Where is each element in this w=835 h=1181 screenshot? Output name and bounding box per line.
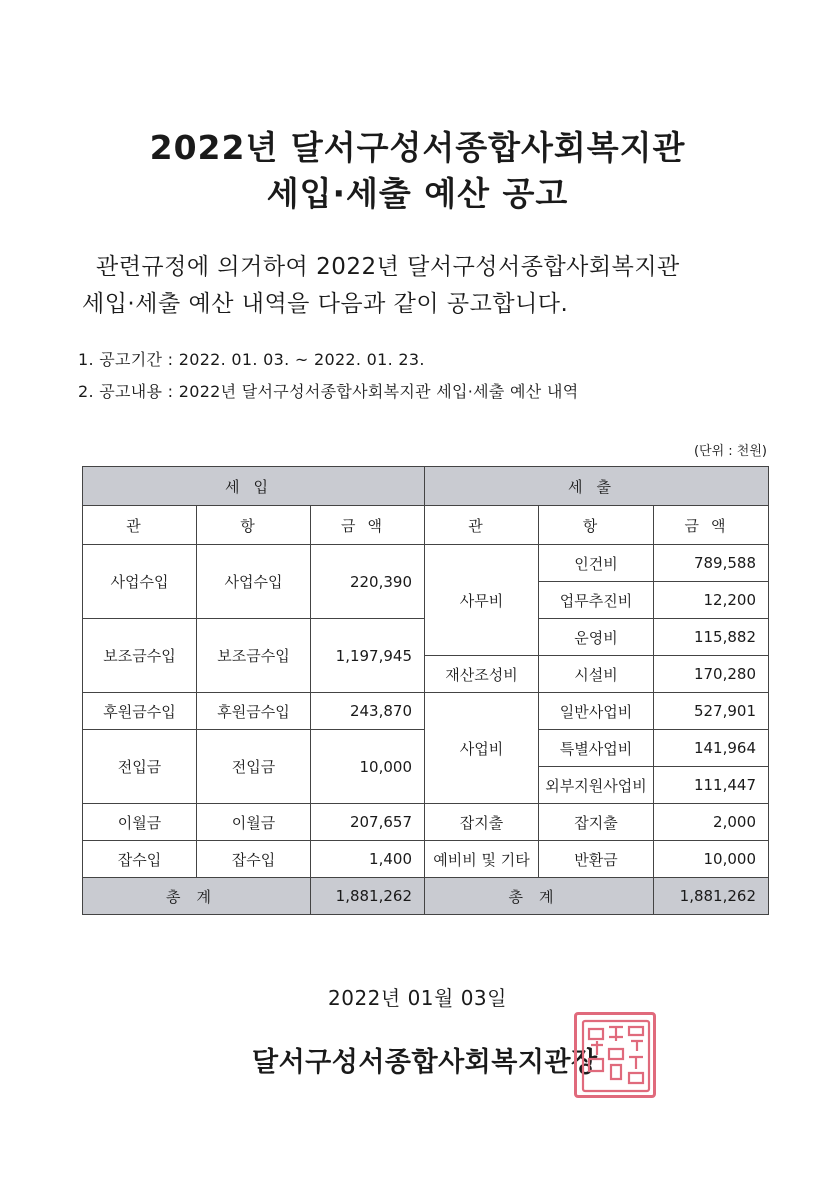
revenue-gwan: 전입금 [83, 730, 197, 804]
revenue-amount: 1,197,945 [311, 619, 425, 693]
expense-gwan: 재산조성비 [425, 656, 539, 693]
expense-total-label: 총계 [425, 878, 654, 915]
expense-amount: 111,447 [654, 767, 769, 804]
revenue-total-label: 총계 [83, 878, 311, 915]
revenue-amount: 243,870 [311, 693, 425, 730]
expense-gwan: 잡지출 [425, 804, 539, 841]
expense-amount: 2,000 [654, 804, 769, 841]
revenue-hang: 보조금수입 [197, 619, 311, 693]
expense-section-header: 세출 [425, 467, 769, 506]
notice-period: 1. 공고기간 : 2022. 01. 03. ~ 2022. 01. 23. [78, 350, 425, 369]
seal-stamp-icon [581, 1019, 651, 1093]
expense-hang: 시설비 [539, 656, 654, 693]
official-seal [574, 1012, 656, 1098]
intro-line-2: 세입·세출 예산 내역을 다음과 같이 공고합니다. [82, 291, 569, 317]
intro-line-1: 관련규정에 의거하여 2022년 달서구성서종합사회복지관 [96, 254, 680, 280]
revenue-hang: 후원금수입 [197, 693, 311, 730]
expense-hang: 일반사업비 [539, 693, 654, 730]
revenue-hang: 사업수입 [197, 545, 311, 619]
revenue-gwan: 후원금수입 [83, 693, 197, 730]
revenue-amount: 220,390 [311, 545, 425, 619]
expense-hang: 운영비 [539, 619, 654, 656]
expense-gwan: 예비비 및 기타 [425, 841, 539, 878]
expense-hang: 잡지출 [539, 804, 654, 841]
column-header: 관 [83, 506, 197, 545]
column-header: 금액 [311, 506, 425, 545]
budget-table [82, 466, 769, 915]
expense-amount: 141,964 [654, 730, 769, 767]
revenue-amount: 1,400 [311, 841, 425, 878]
expense-hang: 외부지원사업비 [539, 767, 654, 804]
expense-hang: 업무추진비 [539, 582, 654, 619]
revenue-gwan: 사업수입 [83, 545, 197, 619]
column-header: 항 [197, 506, 311, 545]
announcement-date: 2022년 01월 03일 [328, 986, 507, 1010]
notice-content: 2. 공고내용 : 2022년 달서구성서종합사회복지관 세입·세출 예산 내역 [78, 382, 579, 401]
expense-hang: 특별사업비 [539, 730, 654, 767]
revenue-total: 1,881,262 [311, 878, 425, 915]
expense-gwan: 사무비 [425, 545, 539, 656]
unit-label: (단위 : 천원) [693, 444, 767, 459]
expense-hang: 인건비 [539, 545, 654, 582]
revenue-gwan: 보조금수입 [83, 619, 197, 693]
expense-amount: 789,588 [654, 545, 769, 582]
revenue-hang: 전입금 [197, 730, 311, 804]
column-header: 항 [539, 506, 654, 545]
expense-amount: 10,000 [654, 841, 769, 878]
revenue-hang: 잡수입 [197, 841, 311, 878]
expense-total: 1,881,262 [654, 878, 769, 915]
revenue-gwan: 이월금 [83, 804, 197, 841]
expense-hang: 반환금 [539, 841, 654, 878]
column-header: 금액 [654, 506, 769, 545]
revenue-amount: 207,657 [311, 804, 425, 841]
expense-amount: 115,882 [654, 619, 769, 656]
revenue-hang: 이월금 [197, 804, 311, 841]
column-header: 관 [425, 506, 539, 545]
revenue-gwan: 잡수입 [83, 841, 197, 878]
expense-amount: 527,901 [654, 693, 769, 730]
organization-signature: 달서구성서종합사회복지관장 [252, 1047, 598, 1078]
revenue-section-header: 세입 [83, 467, 425, 506]
page-title: 2022년 달서구성서종합사회복지관 [149, 128, 686, 167]
expense-amount: 12,200 [654, 582, 769, 619]
expense-gwan: 사업비 [425, 693, 539, 804]
page-subtitle: 세입·세출 예산 공고 [266, 174, 569, 213]
expense-amount: 170,280 [654, 656, 769, 693]
revenue-amount: 10,000 [311, 730, 425, 804]
